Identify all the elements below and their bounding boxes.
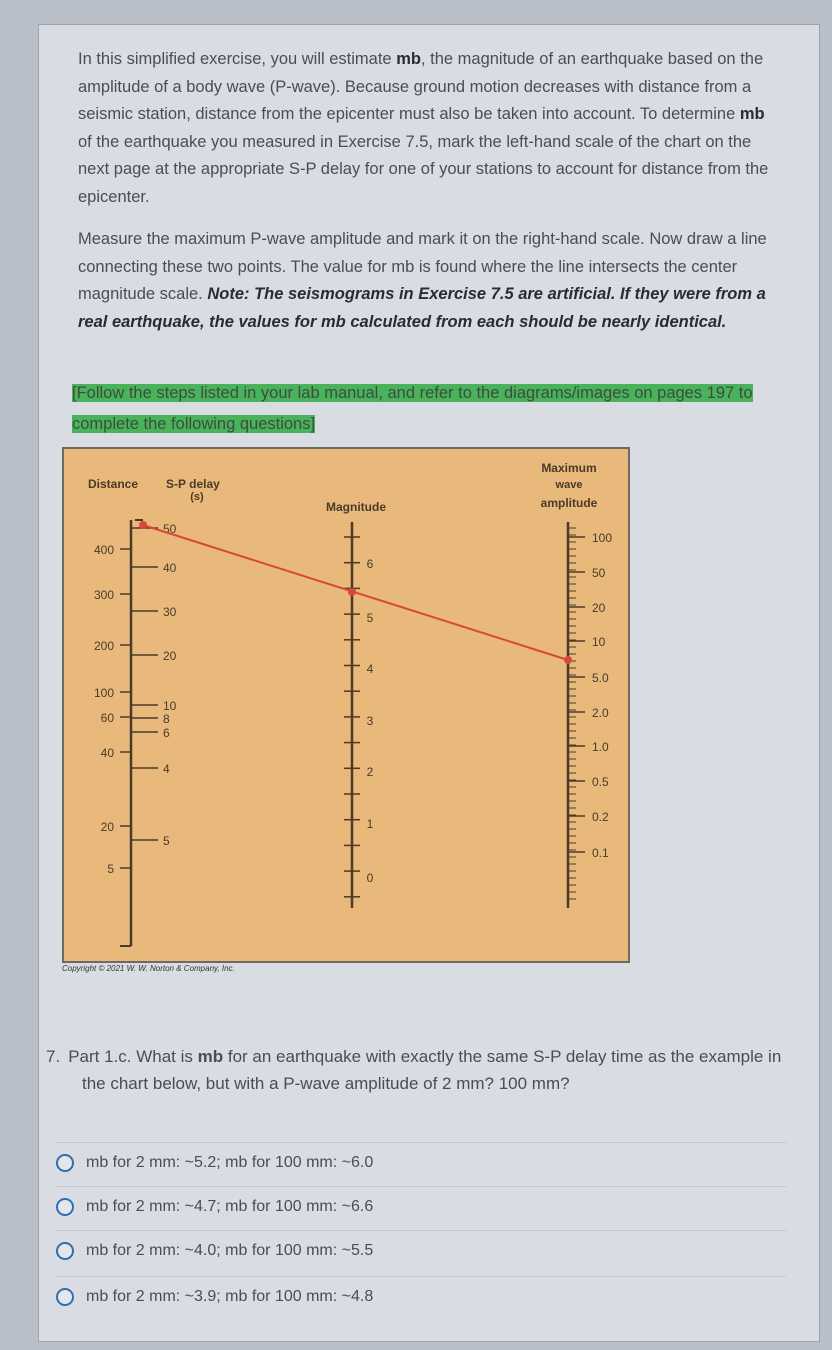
- radio-button[interactable]: [56, 1198, 74, 1216]
- amplitude-label: Maximum: [541, 461, 597, 475]
- question: [48, 1043, 788, 1097]
- example-point: [564, 656, 572, 664]
- amplitude-tick-label: 50: [592, 566, 606, 580]
- distance-label: Distance: [88, 477, 139, 491]
- copyright: Copyright © 2021 W. W. Norton & Company, Inc.: [62, 964, 235, 973]
- question-text: for an earthquake with exactly the same S-P delay time as the example in the chart below, but with a P-wave amplitude of 2 mm? 100 mm?: [82, 1047, 782, 1093]
- sp-delay-tick-label: 20: [163, 649, 177, 663]
- distance-tick-label: 40: [100, 746, 114, 760]
- example-point: [139, 521, 147, 529]
- sp-delay-tick-label: 5: [163, 834, 170, 848]
- text: Measure the maximum P-wave amplitude and mark it on the right-hand scale. Now draw a line connecting these two points. The value for mb is found where the line intersects the center magnitude scale.: [78, 230, 767, 303]
- sp-unit-label: (s): [190, 491, 204, 503]
- answer-option-2[interactable]: [56, 1186, 786, 1227]
- instruction-highlight: [72, 378, 777, 440]
- distance-tick-label: 100: [93, 686, 114, 700]
- text-bold: mb: [739, 105, 765, 123]
- amplitude-tick-label: 2.0: [592, 706, 609, 720]
- option-label: mb for 2 mm: ~4.0; mb for 100 mm: ~5.5: [86, 1242, 374, 1259]
- sp-delay-label: S-P delay: [166, 477, 220, 491]
- radio-button[interactable]: [56, 1154, 74, 1172]
- amplitude-tick-label: 0.2: [592, 810, 609, 824]
- text: of the earthquake you measured in Exercise 7.5, mark the left-hand scale of the chart on the next page at the appropriate S-P delay for one of your stations to account for distance from the epicenter.: [78, 132, 769, 206]
- option-label: mb for 2 mm: ~3.9; mb for 100 mm: ~4.8: [86, 1288, 374, 1305]
- sp-delay-tick-label: 4: [163, 762, 170, 776]
- amplitude-label: wave: [555, 479, 583, 491]
- text: , the magnitude of an earthquake based on the amplitude of a body wave (P-wave). Because ground motion decreases with distance from a seismic station, distance from the epicenter must also be taken into account. To determine: [78, 50, 764, 123]
- sp-delay-tick-label: 30: [163, 605, 177, 619]
- answer-option-1[interactable]: [56, 1142, 786, 1183]
- answer-option-3[interactable]: [56, 1230, 786, 1271]
- amplitude-tick-label: 0.1: [592, 846, 609, 860]
- distance-tick-label: 60: [100, 711, 114, 725]
- answer-option-4[interactable]: [56, 1276, 786, 1317]
- distance-tick-label: 20: [100, 820, 114, 834]
- note-text: Note: The seismograms in Exercise 7.5 are artificial. If they were from a real earthquake, the values for mb calculated from each should be nearly identical.: [78, 285, 766, 331]
- sp-delay-tick-label: 50: [163, 522, 177, 536]
- magnitude-tick-label: 1: [366, 817, 374, 831]
- amplitude-label: amplitude: [540, 496, 598, 510]
- question-number: 7.: [46, 1047, 61, 1066]
- option-label: mb for 2 mm: ~4.7; mb for 100 mm: ~6.6: [86, 1198, 374, 1215]
- amplitude-tick-label: 100: [592, 531, 613, 545]
- option-label: mb for 2 mm: ~5.2; mb for 100 mm: ~6.0: [86, 1154, 374, 1171]
- sp-delay-tick-label: 6: [163, 726, 170, 740]
- radio-button[interactable]: [56, 1288, 74, 1306]
- magnitude-tick-label: 4: [366, 662, 374, 676]
- magnitude-tick-label: 5: [366, 611, 374, 625]
- amplitude-tick-label: 10: [592, 635, 606, 649]
- intro-paragraph-1: [78, 46, 778, 211]
- magnitude-tick-label: 0: [366, 871, 374, 885]
- intro-paragraph-2: [78, 226, 778, 336]
- amplitude-tick-label: 0.5: [592, 775, 609, 789]
- magnitude-tick-label: 2: [366, 765, 374, 779]
- magnitude-label: Magnitude: [326, 500, 386, 514]
- sp-delay-tick-label: 10: [163, 699, 177, 713]
- highlight-text: [Follow the steps listed in your lab manual, and refer to the diagrams/images on pages 197 to complete the following questions]: [72, 384, 753, 433]
- magnitude-tick-label: 3: [366, 714, 374, 728]
- example-point: [348, 588, 356, 596]
- magnitude-tick-label: 6: [366, 557, 374, 571]
- amplitude-tick-label: 1.0: [592, 740, 609, 754]
- sp-delay-tick-label: 40: [163, 561, 177, 575]
- radio-button[interactable]: [56, 1242, 74, 1260]
- distance-tick-label: 200: [93, 639, 114, 653]
- sp-delay-tick-label: 8: [163, 712, 170, 726]
- nomogram-svg: [64, 449, 628, 961]
- nomogram-chart: [62, 447, 630, 963]
- amplitude-tick-label: 5.0: [592, 671, 609, 685]
- question-text-bold: mb: [197, 1047, 224, 1066]
- distance-tick-label: 400: [93, 543, 114, 557]
- distance-tick-label: 5: [107, 862, 114, 876]
- distance-tick-label: 300: [93, 588, 114, 602]
- text-bold: mb: [396, 50, 421, 68]
- text: In this simplified exercise, you will estimate: [78, 50, 397, 68]
- amplitude-tick-label: 20: [592, 601, 606, 615]
- question-text: Part 1.c. What is: [68, 1047, 198, 1066]
